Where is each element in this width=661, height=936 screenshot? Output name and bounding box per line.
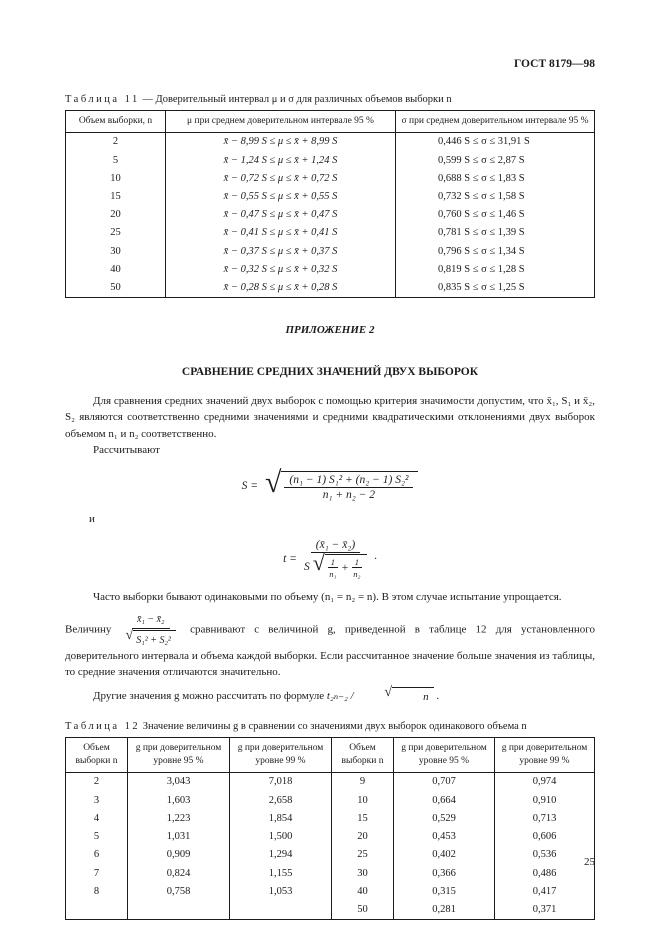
- table-cell: 9: [332, 772, 394, 791]
- appendix-label: ПРИЛОЖЕНИЕ 2: [285, 323, 375, 336]
- table-cell: 25: [66, 224, 166, 242]
- table-row: [66, 864, 595, 882]
- table-row: [66, 224, 595, 242]
- table-cell: 0,910: [495, 791, 595, 809]
- table-cell: 50: [66, 279, 166, 298]
- table-cell: [230, 900, 332, 919]
- table-cell: 1,155: [230, 864, 332, 882]
- table-row: [66, 791, 595, 809]
- table-cell: 1,854: [230, 809, 332, 827]
- table11-caption-dash: —: [142, 94, 153, 105]
- table11-caption-text: Доверительный интервал μ и σ для различных объемов выборки n: [155, 94, 452, 105]
- table-cell: 0,606: [495, 828, 595, 846]
- formula-end-dot: ·: [374, 553, 377, 566]
- radical: √ S₁² + S₂²: [126, 630, 176, 648]
- paragraph-equal-samples: Часто выборки бывают одинаковыми по объему (n₁ = n₂ = n). В этом случае испытание упрощается.: [93, 591, 562, 604]
- table-cell: 40: [66, 260, 166, 278]
- table-cell: 0,819 S ≤ σ ≤ 1,28 S: [396, 260, 595, 278]
- fraction: [352, 557, 362, 579]
- table-cell: 0,529: [394, 809, 495, 827]
- radical: √ n: [356, 687, 433, 706]
- paragraph-other-g-values: [65, 684, 595, 706]
- paragraph-with-inline-formula: [65, 612, 595, 681]
- table-cell: 8: [66, 882, 128, 900]
- radical-sign-icon: √: [312, 550, 325, 576]
- formula-s-lhs: S =: [241, 479, 258, 492]
- table-row: [66, 900, 595, 919]
- table-cell: 1,223: [128, 809, 230, 827]
- table12-caption: [65, 721, 595, 732]
- column-header-sample-size: Объем выборки, n: [66, 111, 166, 133]
- table-cell: 0,835 S ≤ σ ≤ 1,25 S: [396, 279, 595, 298]
- fraction-numerator: 1: [328, 557, 338, 568]
- table-row: [66, 169, 595, 187]
- table-cell: 0,974: [495, 772, 595, 791]
- table-cell: 0,758: [128, 882, 230, 900]
- table-row: [66, 151, 595, 169]
- table-cell: 40: [332, 882, 394, 900]
- denominator-s: S: [303, 560, 310, 573]
- table-12: [65, 737, 595, 919]
- paragraph-calculate: Рассчитывают: [93, 444, 160, 457]
- table-cell: 7,018: [230, 772, 332, 791]
- table-cell: x̄ − 8,99 S ≤ μ ≤ x̄ + 8,99 S: [166, 132, 396, 151]
- table-cell: 5: [66, 828, 128, 846]
- table-row: [66, 132, 595, 151]
- table-cell: 3,043: [128, 772, 230, 791]
- table-cell: 30: [332, 864, 394, 882]
- table-cell: 10: [66, 169, 166, 187]
- table-row: [66, 772, 595, 791]
- table-cell: 1,031: [128, 828, 230, 846]
- table-cell: 0,688 S ≤ σ ≤ 1,83 S: [396, 169, 595, 187]
- table-cell: 6: [66, 846, 128, 864]
- table-cell: 0,281: [394, 900, 495, 919]
- table-cell: 0,824: [128, 864, 230, 882]
- table-cell: 0,732 S ≤ σ ≤ 1,58 S: [396, 187, 595, 205]
- table-cell: [128, 900, 230, 919]
- table-cell: 1,603: [128, 791, 230, 809]
- table-row: [66, 187, 595, 205]
- formula-s: [65, 465, 595, 501]
- table-header-row: [66, 738, 595, 773]
- page-number: 25: [584, 856, 595, 868]
- paragraph-text-after: сравнивают с величиной g, приведенной в таблице 12 для установленного доверительного интервала и объема каждой выборки. Если рассчитанное значение больше значения из таблицы, то средние значения отличаются значительно.: [65, 623, 595, 679]
- division-slash: /: [350, 689, 354, 702]
- radical: [264, 465, 418, 501]
- table-cell: x̄ − 0,72 S ≤ μ ≤ x̄ + 0,72 S: [166, 169, 396, 187]
- plus-sign: +: [341, 562, 349, 575]
- table-cell: x̄ − 0,47 S ≤ μ ≤ x̄ + 0,47 S: [166, 206, 396, 224]
- paragraph-intro: Для сравнения средних значений двух выборок с помощью критерия значимости допустим, что x̄₁, S₁ и x̄₂, S₂ являются соответственно средними значениями и средними квадратическими отклонениями двух выборок объемом n₁ и n₂ соответственно.: [65, 394, 595, 440]
- column-header-sigma-interval: σ при среднем доверительном интервале 95 %: [396, 111, 595, 133]
- fraction-denominator: n₂: [353, 569, 361, 580]
- paragraph-text-before: Другие значения g можно рассчитать по формуле: [93, 689, 325, 702]
- table-cell: x̄ − 0,41 S ≤ μ ≤ x̄ + 0,41 S: [166, 224, 396, 242]
- table12-caption-label: Таблица 12: [65, 721, 141, 733]
- radical: [312, 550, 367, 580]
- table-cell: 30: [66, 242, 166, 260]
- table-cell: 25: [332, 846, 394, 864]
- table-cell: 5: [66, 151, 166, 169]
- fraction: [328, 557, 338, 579]
- table-cell: 0,417: [495, 882, 595, 900]
- table-cell: 15: [332, 809, 394, 827]
- table-cell: 0,664: [394, 791, 495, 809]
- table11-caption: [65, 94, 595, 105]
- fraction-numerator: (n₁ − 1) S₁² + (n₂ − 1) S₂²: [284, 474, 413, 488]
- fraction-denominator: [303, 550, 367, 580]
- table-cell: 2: [66, 772, 128, 791]
- column-header-sample-size: Объем выборки n: [66, 738, 128, 773]
- table-cell: 10: [332, 791, 394, 809]
- radical-sign-icon: √: [264, 465, 282, 499]
- table12-body: [66, 772, 595, 919]
- document-id: ГОСТ 8179—98: [514, 58, 595, 70]
- t-subscript-expression: t₂ₙ₋₂: [326, 689, 348, 702]
- table-cell: 0,446 S ≤ σ ≤ 31,91 S: [396, 132, 595, 151]
- table-cell: 0,371: [495, 900, 595, 919]
- table-cell: 1,294: [230, 846, 332, 864]
- fraction-denominator: n₁: [329, 569, 337, 580]
- table-cell: 0,486: [495, 864, 595, 882]
- table-cell: 0,315: [394, 882, 495, 900]
- table-cell: 0,760 S ≤ σ ≤ 1,46 S: [396, 206, 595, 224]
- inline-fraction: [126, 612, 176, 648]
- table-cell: 0,402: [394, 846, 495, 864]
- table-cell: [66, 900, 128, 919]
- table-cell: x̄ − 0,55 S ≤ μ ≤ x̄ + 0,55 S: [166, 187, 396, 205]
- table-row: [66, 882, 595, 900]
- table-cell: 0,707: [394, 772, 495, 791]
- table-11: [65, 110, 595, 298]
- inline-expression: [326, 684, 436, 703]
- table-cell: 50: [332, 900, 394, 919]
- table-row: [66, 846, 595, 864]
- fraction-denominator: n₁ + n₂ − 2: [322, 488, 376, 501]
- table-cell: 15: [66, 187, 166, 205]
- table-cell: 7: [66, 864, 128, 882]
- table-cell: 20: [66, 206, 166, 224]
- table-cell: 1,053: [230, 882, 332, 900]
- table-cell: 2,658: [230, 791, 332, 809]
- section-title: СРАВНЕНИЕ СРЕДНИХ ЗНАЧЕНИЙ ДВУХ ВЫБОРОК: [181, 365, 479, 378]
- formula-t-lhs: t =: [283, 553, 297, 566]
- column-header-g95: g при доверительном уровне 95 %: [394, 738, 495, 773]
- table-cell: 0,781 S ≤ σ ≤ 1,39 S: [396, 224, 595, 242]
- column-header-g95: g при доверительном уровне 95 %: [128, 738, 230, 773]
- fraction: [284, 474, 413, 501]
- table-cell: 0,909: [128, 846, 230, 864]
- table-cell: x̄ − 0,32 S ≤ μ ≤ x̄ + 0,32 S: [166, 260, 396, 278]
- table-row: [66, 279, 595, 298]
- sentence-period: .: [436, 689, 440, 702]
- table11-body: [66, 132, 595, 297]
- table-row: [66, 809, 595, 827]
- table-cell: 0,536: [495, 846, 595, 864]
- table-cell: 0,713: [495, 809, 595, 827]
- table-row: [66, 206, 595, 224]
- formula-t: [65, 539, 595, 579]
- table-cell: 1,500: [230, 828, 332, 846]
- table-cell: x̄ − 0,28 S ≤ μ ≤ x̄ + 0,28 S: [166, 279, 396, 298]
- table-cell: x̄ − 0,37 S ≤ μ ≤ x̄ + 0,37 S: [166, 242, 396, 260]
- table-cell: 0,599 S ≤ σ ≤ 2,87 S: [396, 151, 595, 169]
- paragraph-text-before: Величину: [65, 623, 112, 636]
- table-cell: 0,796 S ≤ σ ≤ 1,34 S: [396, 242, 595, 260]
- table-cell: 20: [332, 828, 394, 846]
- column-header-g99: g при доверительном уровне 99 %: [230, 738, 332, 773]
- table-row: [66, 260, 595, 278]
- column-header-sample-size: Объем выборки n: [332, 738, 394, 773]
- table-header-row: [66, 111, 595, 133]
- fraction-numerator: x̄₁ − x̄₂: [132, 612, 170, 629]
- table12-caption-text: Значение величины g в сравнении со значениями двух выборок одинакового объема n: [142, 721, 527, 733]
- fraction-numerator: (x̄₁ − x̄₂): [311, 539, 360, 553]
- fraction-numerator: 1: [352, 557, 362, 568]
- table-cell: x̄ − 1,24 S ≤ μ ≤ x̄ + 1,24 S: [166, 151, 396, 169]
- table-cell: 0,453: [394, 828, 495, 846]
- table-cell: 3: [66, 791, 128, 809]
- fraction-denominator: [126, 629, 176, 648]
- table-row: [66, 828, 595, 846]
- table-cell: 0,366: [394, 864, 495, 882]
- column-header-mu-interval: μ при среднем доверительном интервале 95 %: [166, 111, 396, 133]
- table-cell: 4: [66, 809, 128, 827]
- fraction: [304, 539, 367, 579]
- table-cell: 2: [66, 132, 166, 151]
- radical-sign-icon: √: [125, 627, 134, 643]
- column-header-g99: g при доверительном уровне 99 %: [495, 738, 595, 773]
- table11-caption-label: Таблица 11: [65, 94, 140, 105]
- conjunction-and: и: [89, 512, 95, 525]
- table-row: [66, 242, 595, 260]
- radical-sign-icon: √: [384, 684, 393, 700]
